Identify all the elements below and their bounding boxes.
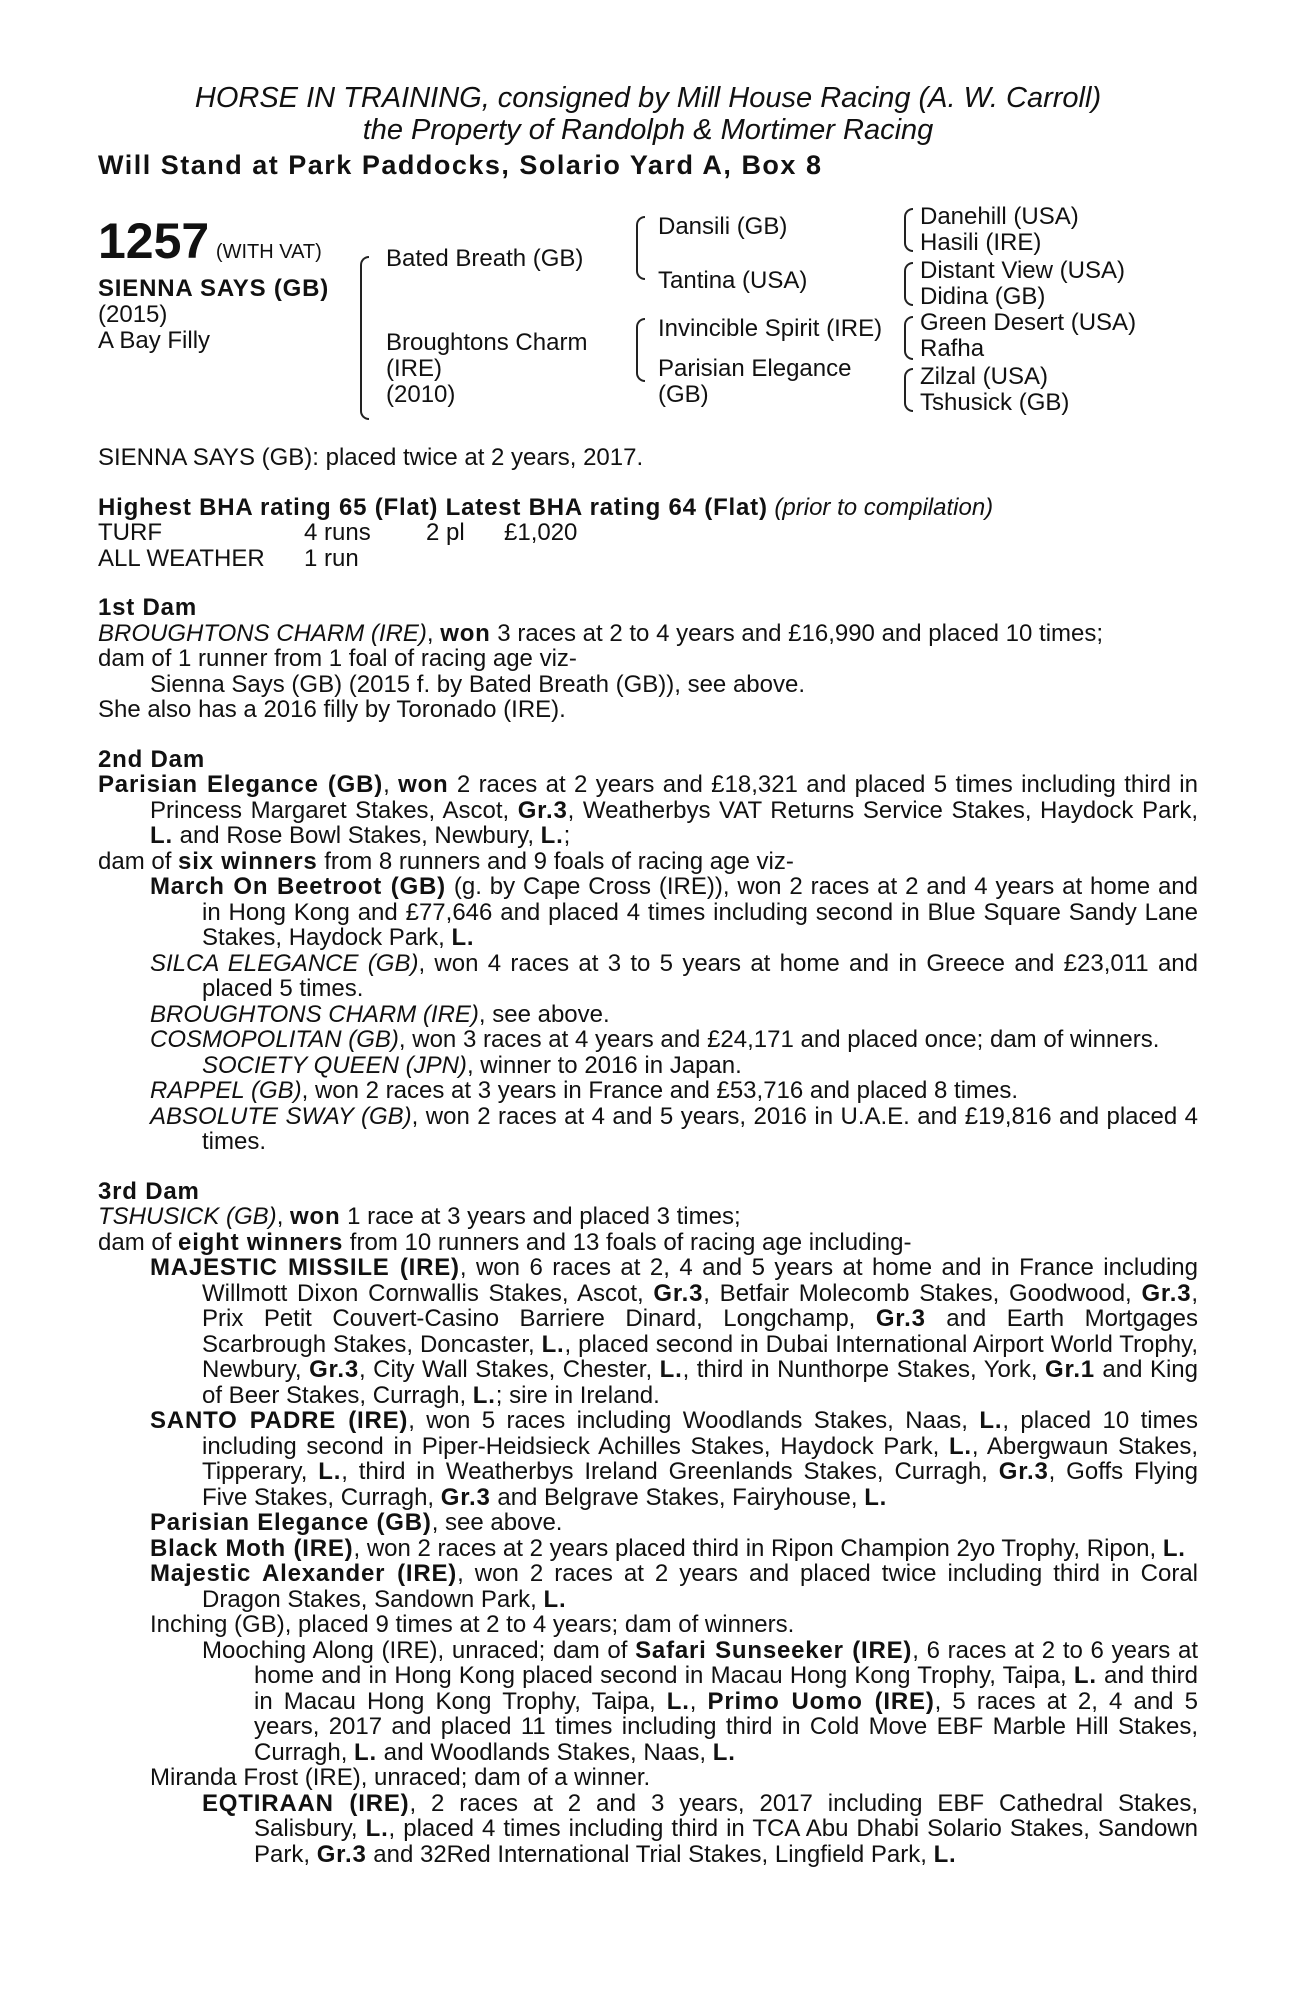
sire-dam: Tantina (USA) — [658, 267, 808, 294]
horse-description: A Bay Filly — [98, 327, 211, 354]
first-dam-note: She also has a 2016 filly by Toronado (IRE). — [98, 696, 566, 723]
summary: SIENNA SAYS (GB): placed twice at 2 years, 2017. — [98, 444, 644, 471]
rating-line: Highest BHA rating 65 (Flat) Latest BHA rating 64 (Flat) (prior to compilation) — [98, 493, 994, 521]
second-dam-produce-intro: dam of six winners from 8 runners and 9 foals of racing age viz- — [98, 847, 794, 875]
grandsire-2: Distant View (USA) — [920, 257, 1125, 284]
granddam-3: Rafha — [920, 335, 985, 362]
bracket — [636, 318, 645, 382]
sire: Bated Breath (GB) — [386, 245, 584, 272]
vat-note: (WITH VAT) — [215, 241, 322, 263]
bracket — [904, 262, 913, 306]
granddam-1: Hasili (IRE) — [920, 229, 1042, 256]
horse-year: (2015) — [98, 301, 168, 328]
bracket — [636, 216, 645, 280]
dam: Broughtons Charm (IRE) (2010) — [386, 329, 588, 408]
bracket — [904, 316, 913, 360]
third-dam-heading: 3rd Dam — [98, 1177, 200, 1205]
first-dam-produce: Sienna Says (GB) (2015 f. by Bated Breath (GB)), see above. — [150, 670, 805, 698]
consignor-line: HORSE IN TRAINING, consigned by Mill House Racing (A. W. Carroll) — [194, 82, 1102, 114]
list-item: EQTIRAAN (IRE), 2 races at 2 and 3 years, 2017 including EBF Cathedral Stakes, Salisbury, L., placed 4 times including third in TCA Abu Dhabi Solario Stakes, Sandown Park, Gr.3 and 32Red International Trial Stakes, Lingfield Park, L. — [202, 1789, 1198, 1868]
grandsire-3: Green Desert (USA) — [920, 309, 1137, 336]
lot-number: 1257 — [98, 213, 210, 269]
list-item: Parisian Elegance (GB), see above. — [150, 1509, 563, 1536]
list-item: Majestic Alexander (IRE), won 2 races at 2 years and placed twice including third in Coral Dragon Stakes, Sandown Park, L. — [150, 1560, 1198, 1613]
catalogue-page — [98, 82, 1198, 1867]
lot-heading — [98, 213, 322, 269]
first-dam-record: BROUGHTONS CHARM (IRE), won 3 races at 2 to 4 years and £16,990 and placed 10 times; — [98, 619, 1104, 647]
property-line: the Property of Randolph & Mortimer Racing — [362, 114, 934, 146]
list-item: Inching (GB), placed 9 times at 2 to 4 years; dam of winners. — [150, 1611, 795, 1638]
horse-name: SIENNA SAYS (GB) — [98, 275, 330, 302]
list-item: SANTO PADRE (IRE), won 5 races including Woodlands Stakes, Naas, L., placed 10 times including second in Piper-Heidsieck Achilles Stakes, Haydock Park, L., Abergwaun Stakes, Tipperary, L., third in Weatherbys Ireland Greenlands Stakes, Curragh, Gr.3, Goffs Flying Five Stakes, Curragh, Gr.3 and Belgrave Stakes, Fairyhouse, L. — [150, 1407, 1198, 1511]
grandsire-1: Danehill (USA) — [920, 203, 1079, 230]
list-item: Miranda Frost (IRE), unraced; dam of a winner. — [150, 1764, 651, 1791]
list-item: SILCA ELEGANCE (GB), won 4 races at 3 to 5 years at home and in Greece and £23,011 and placed 5 times. — [150, 949, 1198, 1002]
list-item: COSMOPOLITAN (GB), won 3 races at 4 years and £24,171 and placed once; dam of winners. — [150, 1026, 1160, 1053]
second-dam-heading: 2nd Dam — [98, 745, 205, 773]
dam-dam: Parisian Elegance (GB) — [658, 355, 852, 408]
second-dam-record: Parisian Elegance (GB), won 2 races at 2 years and £18,321 and placed 5 times including third in Princess Margaret Stakes, Ascot, Gr.3, Weatherbys VAT Returns Service Stakes, Haydock Park, L. and Rose Bowl Stakes, Newbury, L.; — [98, 771, 1199, 849]
first-dam-heading: 1st Dam — [98, 594, 197, 621]
list-item: March On Beetroot (GB) (g. by Cape Cross (IRE)), won 2 races at 2 and 4 years at home and in Hong Kong and £77,646 and placed 4 times including second in Blue Square Sandy Lane Stakes, Haydock Park, L. — [150, 873, 1198, 951]
stand-location: Will Stand at Park Paddocks, Solario Yard A, Box 8 — [98, 150, 823, 180]
third-dam-record: TSHUSICK (GB), won 1 race at 3 years and placed 3 times; — [98, 1203, 741, 1230]
list-item: ABSOLUTE SWAY (GB), won 2 races at 4 and 5 years, 2016 in U.A.E. and £19,816 and placed 4 times. — [150, 1102, 1199, 1155]
dam-sire: Invincible Spirit (IRE) — [658, 315, 883, 342]
bracket — [904, 368, 913, 412]
bracket — [360, 256, 369, 420]
list-item: Black Moth (IRE), won 2 races at 2 years placed third in Ripon Champion 2yo Trophy, Ripon, L. — [150, 1534, 1186, 1562]
list-item: RAPPEL (GB), won 2 races at 3 years in France and £53,716 and placed 8 times. — [150, 1077, 1019, 1104]
list-item: SOCIETY QUEEN (JPN), winner to 2016 in Japan. — [202, 1051, 742, 1079]
list-item: MAJESTIC MISSILE (IRE), won 6 races at 2, 4 and 5 years at home and in France including Willmott Dixon Cornwallis Stakes, Ascot, Gr.3, Betfair Molecomb Stakes, Goodwood, Gr.3, Prix Petit Couvert-Casino Barriere Dinard, Longchamp, Gr.3 and Earth Mortgages Scarbrough Stakes, Doncaster, L., placed second in Dubai International Airport World Trophy, Newbury, Gr.3, City Wall Stakes, Chester, L., third in Nunthorpe Stakes, York, Gr.1 and King of Beer Stakes, Curragh, L.; sire in Ireland. — [150, 1254, 1199, 1409]
pedigree-block — [98, 203, 1198, 431]
grandsire-4: Zilzal (USA) — [920, 363, 1049, 390]
race-record: TURF 4 runs 2 pl £1,020 ALL WEATHER 1 run — [98, 519, 578, 572]
sire-sire: Dansili (GB) — [658, 213, 788, 240]
list-item: BROUGHTONS CHARM (IRE), see above. — [150, 1000, 610, 1028]
list-item: Mooching Along (IRE), unraced; dam of Safari Sunseeker (IRE), 6 races at 2 to 6 years at home and in Hong Kong placed second in Macau Hong Kong Trophy, Taipa, L. and third in Macau Hong Kong Trophy, Taipa, L., Primo Uomo (IRE), 5 races at 2, 4 and 5 years, 2017 and placed 11 times including third in Cold Move EBF Marble Hill Stakes, Curragh, L. and Woodlands Stakes, Naas, L. — [202, 1636, 1198, 1766]
bracket — [904, 208, 913, 252]
first-dam-produce-intro: dam of 1 runner from 1 foal of racing age viz- — [98, 645, 577, 672]
granddam-2: Didina (GB) — [920, 283, 1046, 310]
granddam-4: Tshusick (GB) — [920, 389, 1070, 416]
third-dam-produce-intro: dam of eight winners from 10 runners and 13 foals of racing age including- — [98, 1228, 912, 1256]
